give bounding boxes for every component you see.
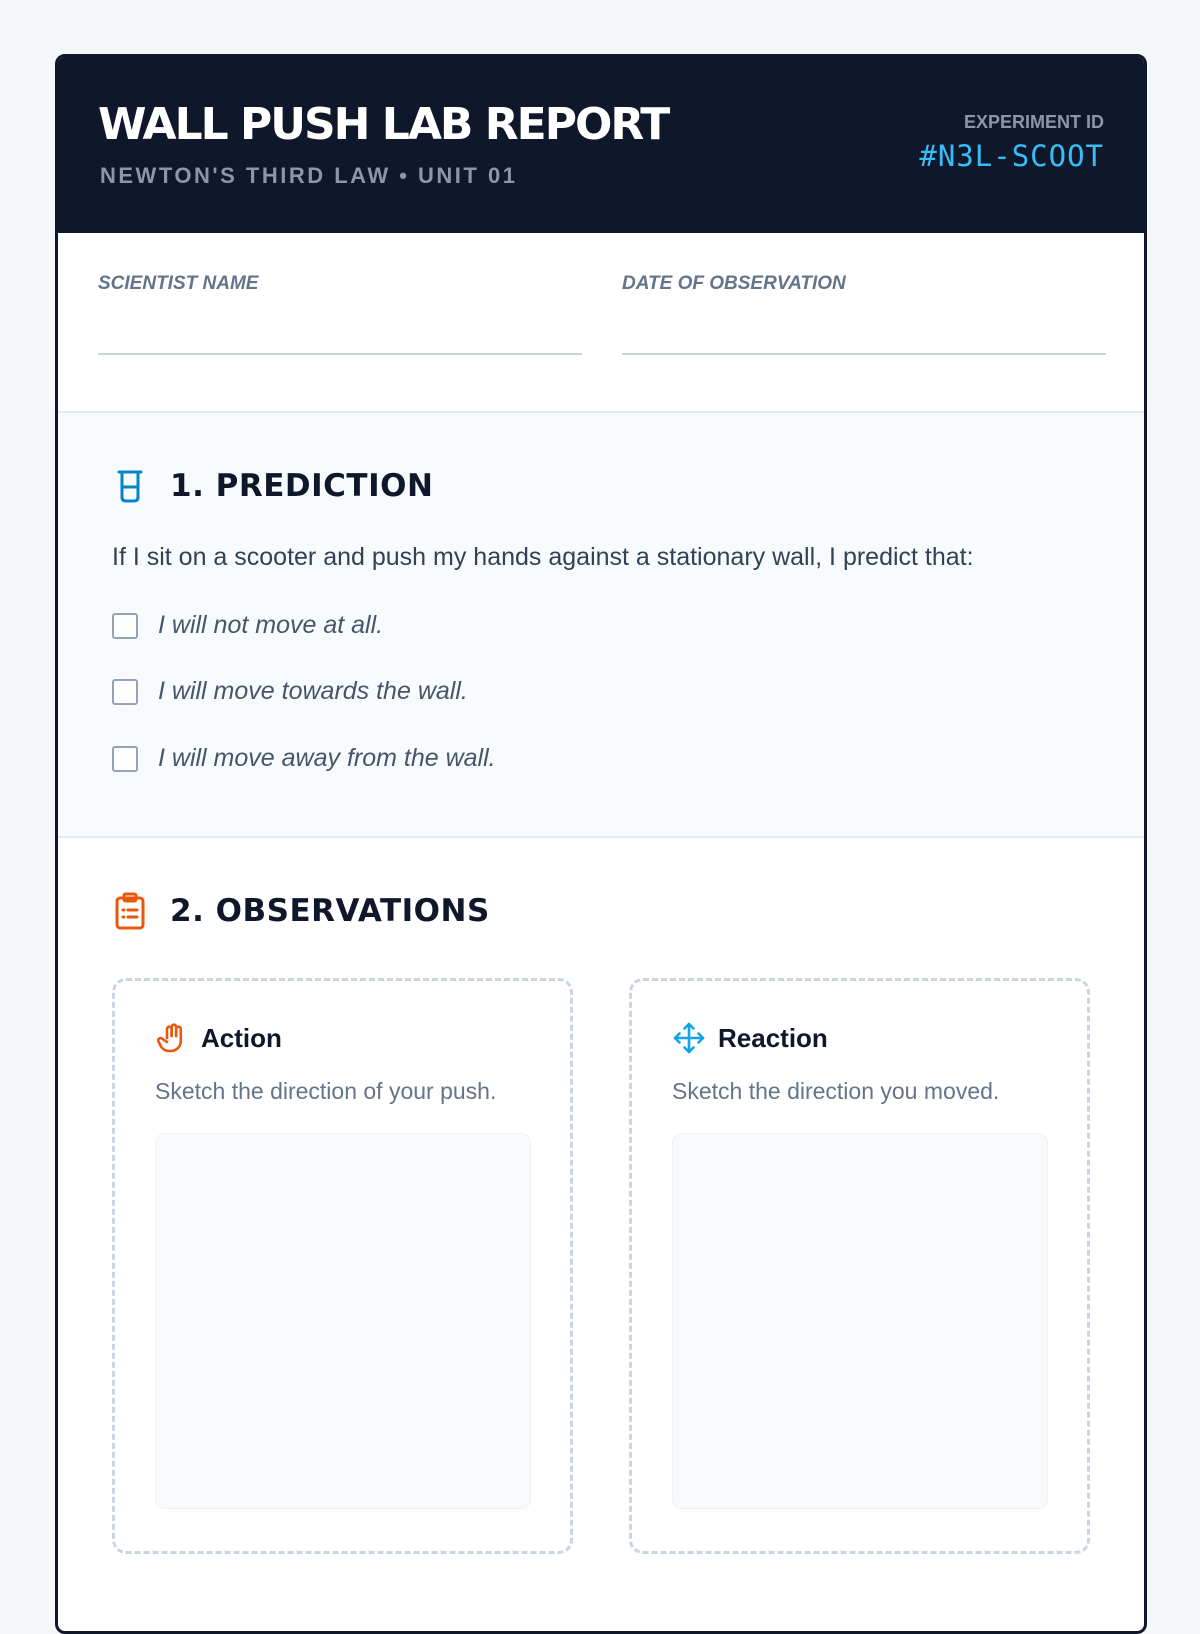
prediction-checkbox[interactable] [112,746,138,772]
action-description: Sketch the direction of your push. [155,1078,497,1104]
action-heading [155,1021,282,1055]
reaction-title: Reaction [718,1022,828,1053]
prediction-prompt: If I sit on a scooter and push my hands against a stationary wall, I predict that: [112,543,974,571]
prediction-checkbox[interactable] [112,679,138,705]
reaction-description: Sketch the direction you moved. [672,1078,1000,1104]
experiment-id-value: #N3L-SCOOT [919,139,1104,173]
action-title: Action [201,1022,282,1053]
prediction-title: 1. PREDICTION [170,468,434,504]
prediction-option-label: I will not move at all. [158,611,384,639]
date-of-observation-label: DATE OF OBSERVATION [622,273,846,294]
prediction-heading [112,466,433,506]
hand-icon [155,1021,189,1055]
scientist-name-label: SCIENTIST NAME [98,273,259,294]
date-of-observation-input-line[interactable] [622,353,1106,355]
report-subtitle: NEWTON'S THIRD LAW • UNIT 01 [100,163,518,188]
report-title: WALL PUSH LAB REPORT [98,99,669,150]
reaction-panel [629,978,1090,1554]
prediction-option-label: I will move away from the wall. [158,744,496,772]
prediction-option[interactable] [112,611,383,640]
info-fields [58,233,1144,413]
reaction-heading [672,1021,828,1055]
prediction-option[interactable] [112,744,496,773]
clipboard-icon [112,891,148,931]
beaker-icon [112,466,148,506]
lab-report-card [55,54,1147,1634]
observations-heading [112,891,490,931]
prediction-section [58,413,1144,838]
prediction-option[interactable] [112,677,468,706]
prediction-checkbox[interactable] [112,613,138,639]
scientist-name-input-line[interactable] [98,353,582,355]
experiment-id-label: EXPERIMENT ID [963,112,1104,132]
report-header [58,57,1144,233]
reaction-sketch-area[interactable] [672,1133,1048,1509]
observations-section [58,838,1144,1634]
action-sketch-area[interactable] [155,1133,531,1509]
date-of-observation-field[interactable] [622,273,1106,355]
action-panel [112,978,573,1554]
prediction-option-label: I will move towards the wall. [158,677,468,705]
scientist-name-field[interactable] [98,273,582,355]
move-arrows-icon [672,1021,706,1055]
observations-title: 2. OBSERVATIONS [170,893,490,929]
